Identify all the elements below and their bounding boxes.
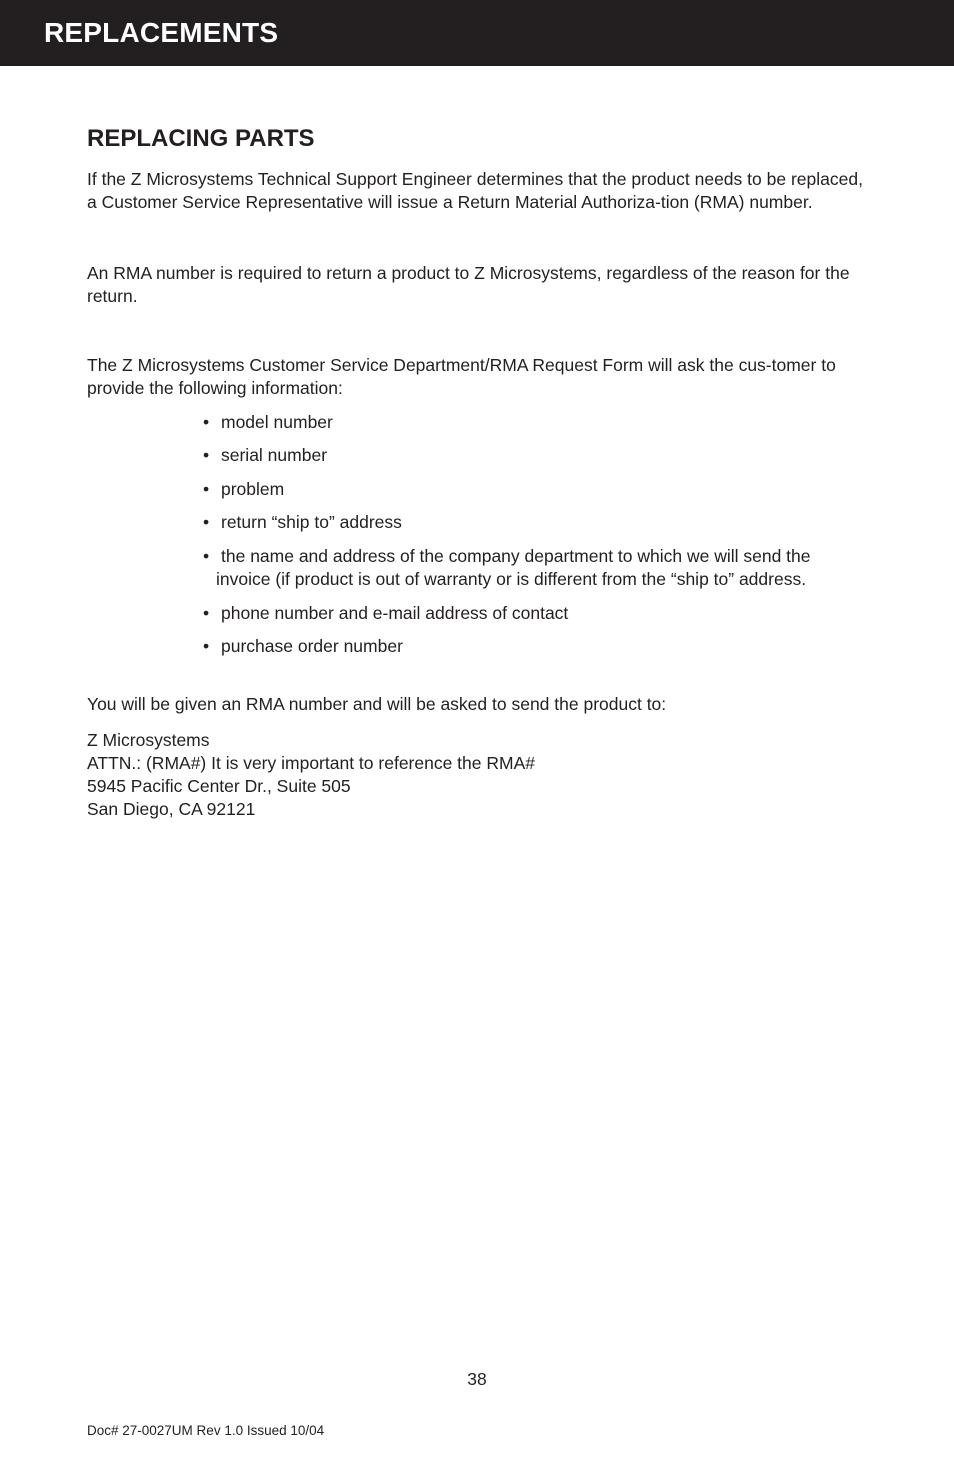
list-item <box>203 602 853 625</box>
address-city: San Diego, CA 92121 <box>87 799 256 820</box>
shipping-address <box>87 729 867 822</box>
paragraph-request-form: The Z Microsystems Customer Service Department/RMA Request Form will ask the cus-tomer to provide the following information: <box>87 355 836 399</box>
bullet-icon: • <box>203 411 210 432</box>
main-content <box>87 122 867 822</box>
list-item-text: the name and address of the company department to which we will send the invoice (if product is out of warranty or is different from the “ship to” address. <box>216 545 811 590</box>
list-item-text: phone number and e-mail address of contact <box>221 602 569 623</box>
list-item <box>203 511 853 534</box>
paragraph-rma-issue: If the Z Microsystems Technical Support Engineer determines that the product needs to be replaced, a Customer Service Representative will issue a Return Material Authoriza-tion (RMA) number. <box>87 169 863 213</box>
list-item <box>203 411 853 434</box>
list-item-text: purchase order number <box>221 635 403 656</box>
bullet-icon: • <box>203 545 210 566</box>
bullet-icon: • <box>203 445 210 466</box>
page-number: 38 <box>467 1369 487 1389</box>
paragraph-rma-required: An RMA number is required to return a product to Z Microsystems, regardless of the reason for the return. <box>87 262 850 306</box>
list-item <box>203 635 853 658</box>
list-item-text: serial number <box>221 445 328 466</box>
list-item-text: problem <box>221 478 285 499</box>
required-info-list <box>87 411 853 659</box>
section-heading: REPLACING PARTS <box>87 125 315 152</box>
bullet-icon: • <box>203 602 210 623</box>
bullet-icon: • <box>203 478 210 499</box>
header-bar <box>0 0 954 66</box>
page-title: REPLACEMENTS <box>44 17 279 48</box>
list-item <box>203 444 853 467</box>
address-attention: ATTN.: (RMA#) It is very important to reference the RMA# <box>87 752 535 773</box>
bullet-icon: • <box>203 635 210 656</box>
list-item-text: model number <box>221 411 333 432</box>
bullet-icon: • <box>203 512 210 533</box>
list-item <box>203 478 853 501</box>
address-company: Z Microsystems <box>87 729 210 750</box>
document-number: Doc# 27-0027UM Rev 1.0 Issued 10/04 <box>87 1423 325 1438</box>
list-item-text: return “ship to” address <box>221 512 402 533</box>
address-street: 5945 Pacific Center Dr., Suite 505 <box>87 776 351 797</box>
list-item <box>203 545 853 592</box>
paragraph-send-product: You will be given an RMA number and will be asked to send the product to: <box>87 694 667 715</box>
